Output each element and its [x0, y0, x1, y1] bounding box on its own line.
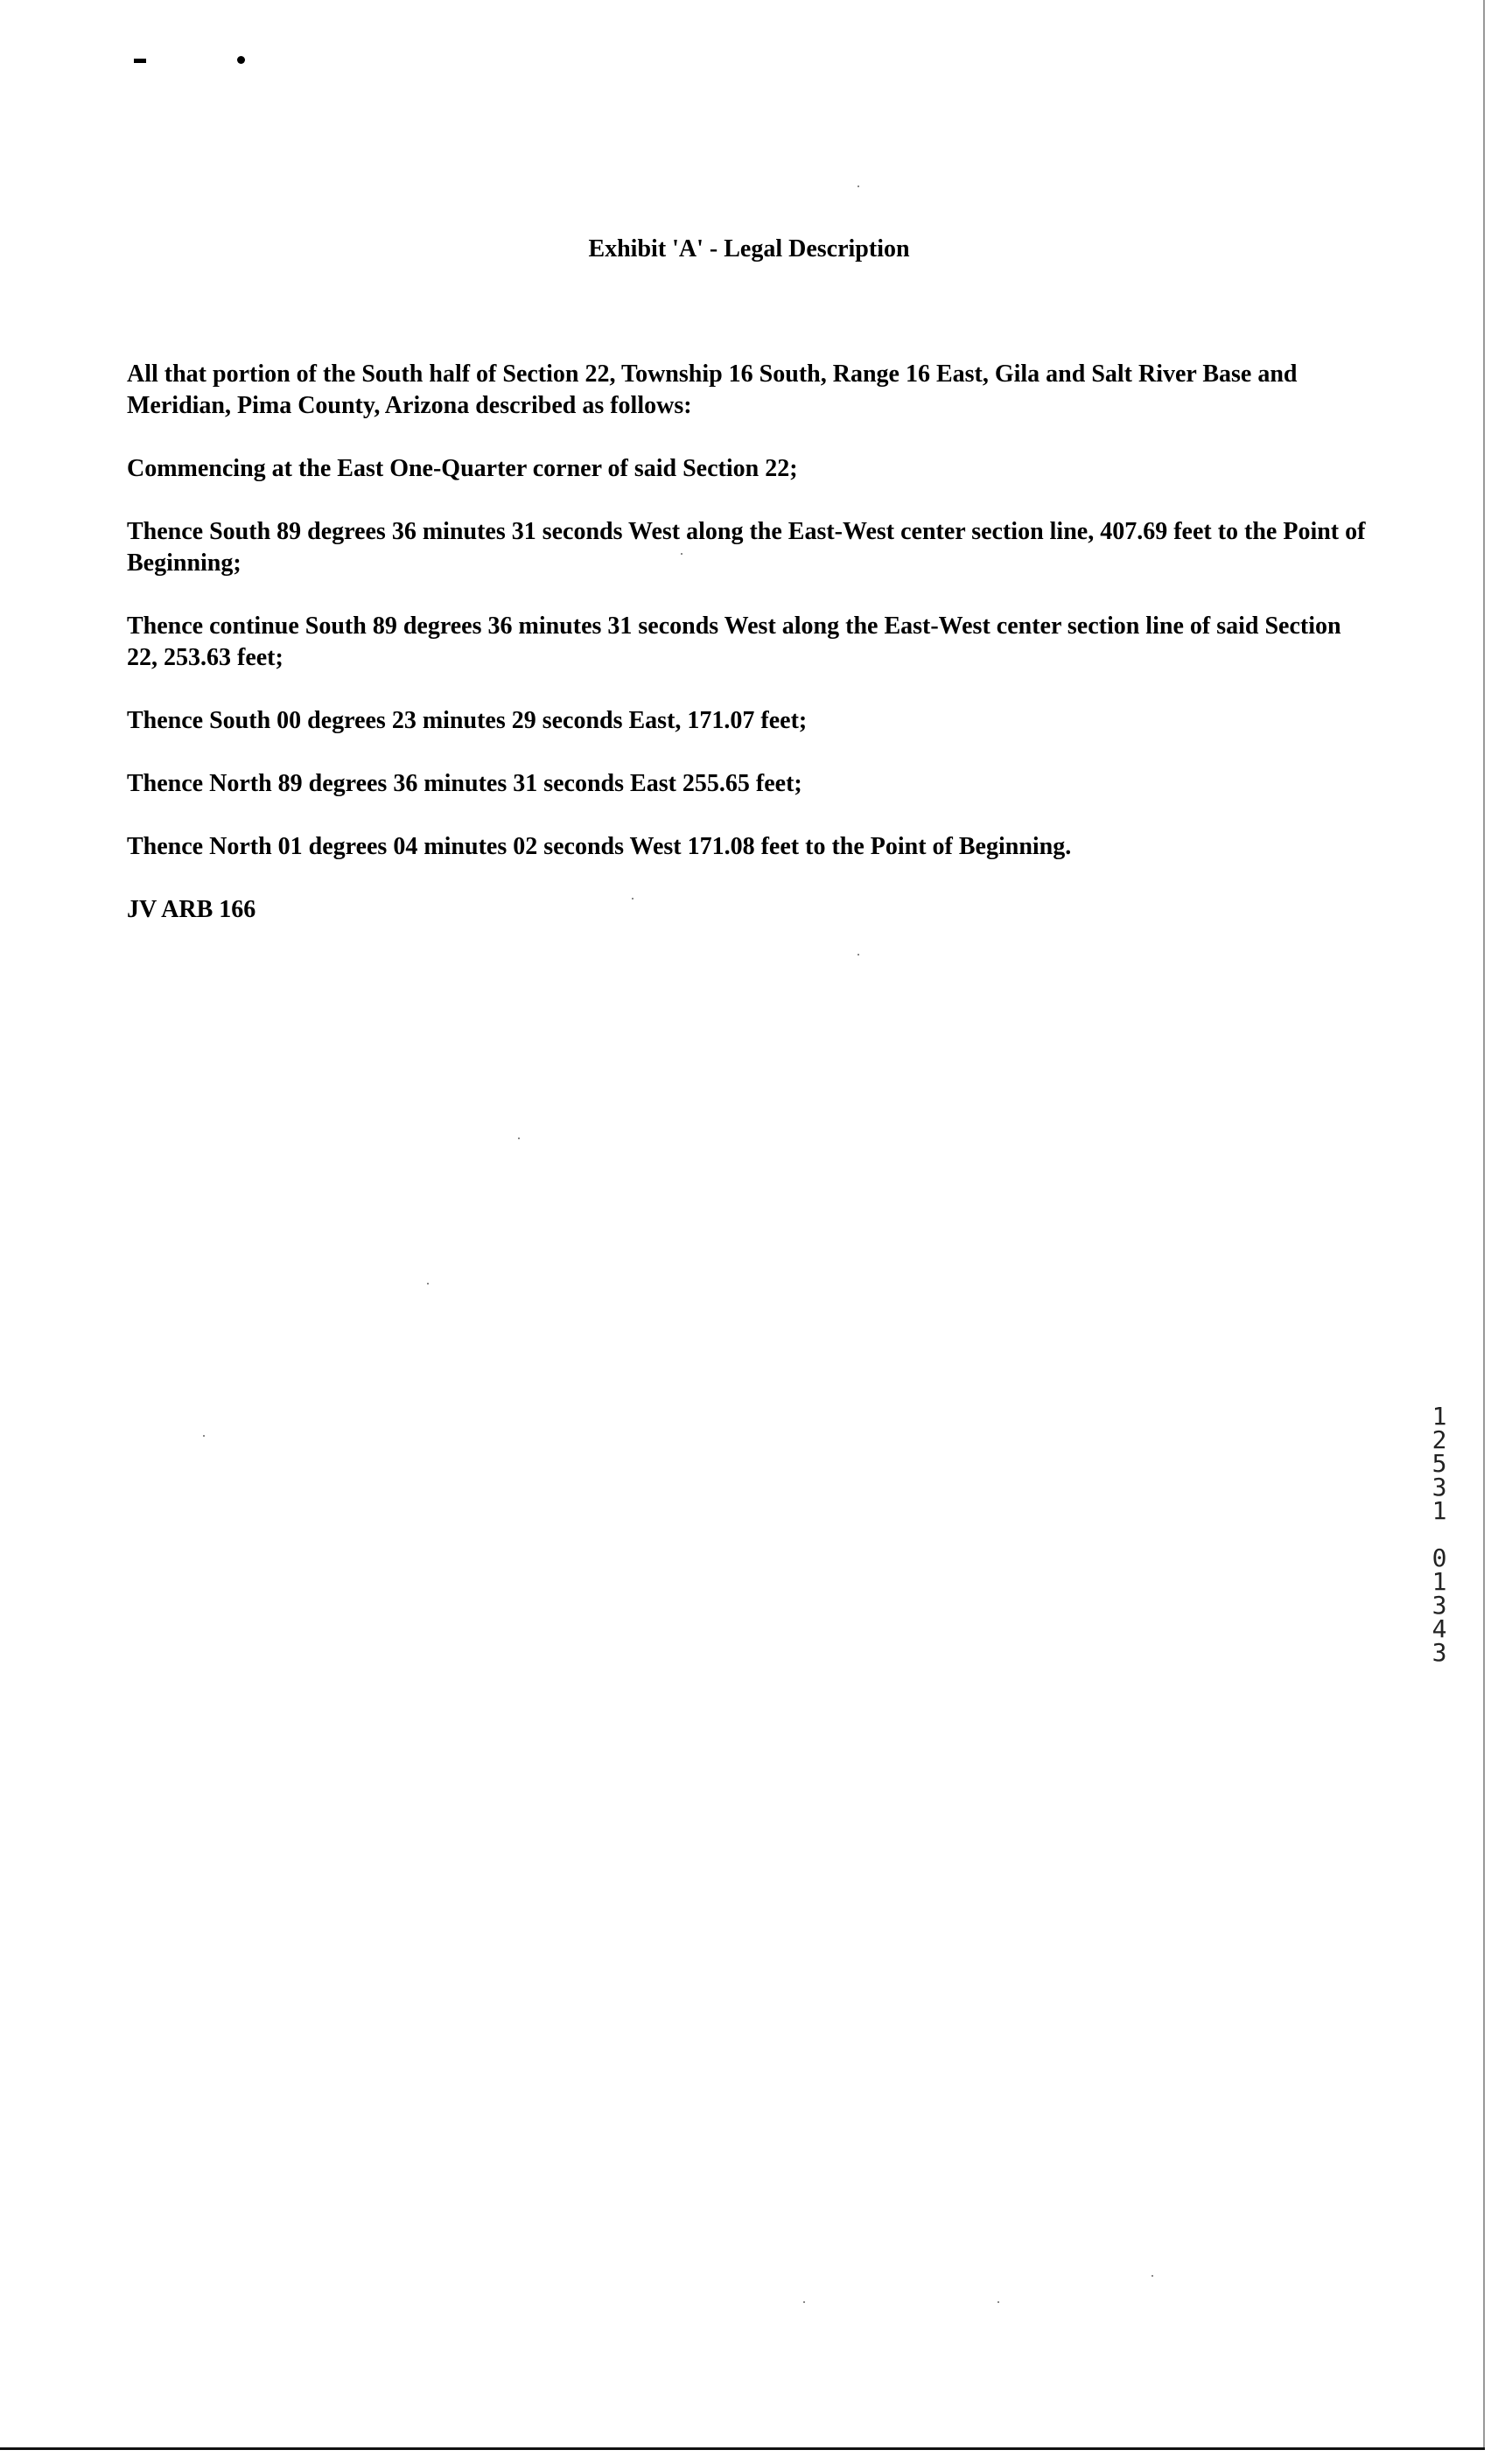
- recording-gap: [1426, 1522, 1452, 1546]
- paragraph-portion: All that portion of the South half of Section 22, Township 16 South, Range 16 East, Gila and Salt River Base and Meridian, Pima County, Arizona described as follows:: [127, 360, 1298, 419]
- recording-number: [1426, 1402, 1452, 1667]
- paragraph-course-3: Thence South 00 degrees 23 minutes 29 seconds East, 171.07 feet;: [127, 707, 808, 734]
- scan-speck: [427, 1283, 429, 1284]
- scan-mark-dot: [237, 56, 245, 64]
- recording-digit: 1: [1432, 1496, 1447, 1525]
- recording-digit: 1: [1432, 1567, 1447, 1596]
- recording-digit: 3: [1432, 1591, 1447, 1620]
- recording-digit: 4: [1432, 1614, 1447, 1643]
- scan-speck: [803, 2301, 805, 2303]
- recording-digit: 5: [1432, 1449, 1447, 1478]
- recording-digit: 3: [1432, 1473, 1447, 1502]
- scan-speck: [681, 553, 682, 555]
- paragraph-course-1: Thence South 89 degrees 36 minutes 31 seconds West along the East-West center section line, 407.69 feet to the Point of Beginning;: [127, 518, 1366, 577]
- paragraph-commencing: Commencing at the East One-Quarter corner of said Section 22;: [127, 455, 798, 482]
- legal-description-body: [127, 359, 1369, 957]
- scan-speck: [858, 186, 859, 187]
- scan-speck: [998, 2301, 999, 2303]
- scan-speck: [632, 898, 634, 900]
- scan-speck: [858, 954, 859, 956]
- recording-digit: 0: [1432, 1544, 1447, 1572]
- paragraph-course-4: Thence North 89 degrees 36 minutes 31 seconds East 255.65 feet;: [127, 770, 802, 797]
- scan-mark-dash: [134, 59, 146, 63]
- recording-digit: 1: [1432, 1402, 1447, 1431]
- recording-digit: 2: [1432, 1425, 1447, 1454]
- paragraph-course-2: Thence continue South 89 degrees 36 minutes 31 seconds West along the East-West center section line of said Section 22, 253.63 feet;: [127, 612, 1341, 671]
- recording-digit: 3: [1432, 1638, 1447, 1667]
- scan-speck: [203, 1435, 205, 1437]
- scan-speck: [518, 1138, 520, 1139]
- page-title: Exhibit 'A' - Legal Description: [588, 235, 910, 262]
- document-reference: JV ARB 166: [127, 896, 256, 923]
- paragraph-course-5: Thence North 01 degrees 04 minutes 02 seconds West 171.08 feet to the Point of Beginning.: [127, 833, 1072, 860]
- scan-speck: [1152, 2275, 1153, 2277]
- scan-edge-right: [1483, 0, 1485, 2450]
- scan-edge-bottom: [0, 2447, 1485, 2450]
